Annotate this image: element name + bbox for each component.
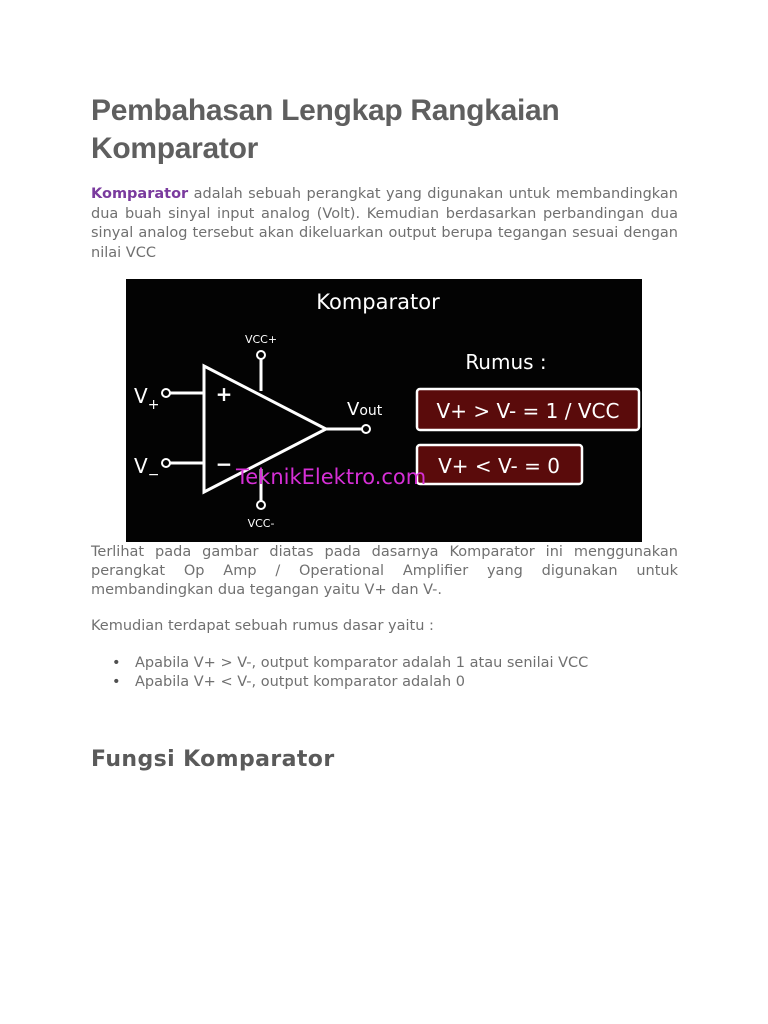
rumus-label: Rumus : — [465, 350, 547, 374]
v-plus-subscript: + — [147, 397, 160, 413]
v-minus-subscript: − — [147, 467, 160, 483]
vout-subscript: out — [359, 403, 383, 419]
list-item: • Apabila V+ > V-, output komparator adalah 1 atau senilai VCC — [91, 654, 678, 673]
op-amp-plus-sign: + — [215, 382, 233, 406]
vout-letter: V — [347, 399, 360, 420]
section-heading: Fungsi Komparator — [91, 747, 335, 772]
intro-text: adalah sebuah perangkat yang digunakan untuk membandingkan dua buah sinyal input analog (Volt). Kemudian berdasarkan perbandingan dua sinyal analog tersebut akan dikeluarkan output berupa tegangan sesuai dengan nilai VCC — [91, 186, 678, 261]
formula-intro-paragraph: Kemudian terdapat sebuah rumus dasar yaitu : — [91, 618, 434, 634]
explanation-paragraph: Terlihat pada gambar diatas pada dasarnya Komparator ini menggunakan perangkat Op Amp / Operational Amplifier yang digunakan untuk membandingkan dua tegangan yaitu V+ dan V-. — [91, 544, 678, 598]
komparator-link[interactable]: Komparator — [91, 186, 189, 202]
formula1-text: V+ > V- = 1 / VCC — [436, 399, 620, 423]
formula2-text: V+ < V- = 0 — [438, 454, 560, 478]
vout-label — [347, 399, 383, 420]
intro-paragraph — [91, 185, 678, 263]
v-plus-letter: V — [134, 384, 148, 408]
comparator-diagram — [126, 279, 642, 542]
op-amp-minus-sign: − — [215, 452, 233, 476]
vcc-plus-label: VCC+ — [244, 333, 278, 346]
article-title: Pembahasan Lengkap Rangkaian Komparator — [91, 94, 560, 165]
v-minus-letter: V — [134, 454, 148, 478]
list-item: • Apabila V+ < V-, output komparator adalah 0 — [91, 673, 678, 692]
watermark-text: TeknikElektro.com — [236, 465, 427, 489]
vcc-minus-label: VCC- — [247, 517, 275, 530]
diagram-title: Komparator — [316, 290, 440, 314]
formula-list — [91, 654, 678, 692]
